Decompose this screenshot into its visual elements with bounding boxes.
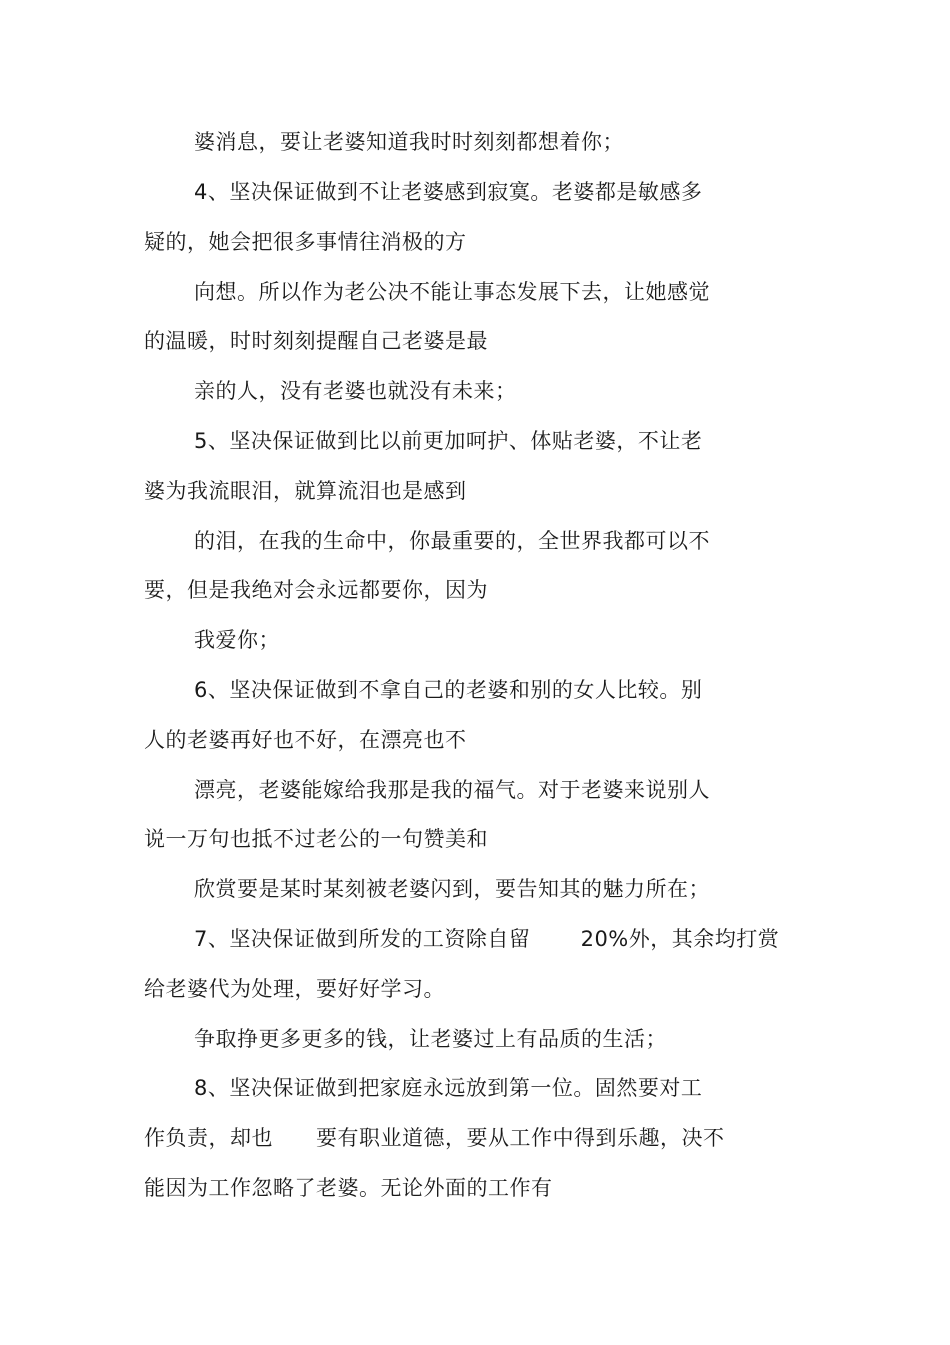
- text-line-16: 欣赏要是某时某刻被老婆闪到，要告知其的魅力所在；: [194, 877, 710, 901]
- text-line-13: 人的老婆再好也不好，在漂亮也不: [144, 728, 467, 752]
- text-line-2: 4、坚决保证做到不让老婆感到寂寞。老婆都是敏感多: [194, 180, 703, 204]
- text-line-20: 8、坚决保证做到把家庭永远放到第一位。固然要对工: [194, 1076, 703, 1100]
- text-line-22: 能因为工作忽略了老婆。无论外面的工作有: [144, 1176, 553, 1200]
- text-line-10: 要，但是我绝对会永远都要你，因为: [144, 578, 488, 602]
- text-line-21: 作负责，却也 要有职业道德，要从工作中得到乐趣，决不: [144, 1126, 725, 1150]
- text-line-12: 6、坚决保证做到不拿自己的老婆和别的女人比较。别: [194, 678, 703, 702]
- text-line-11: 我爱你；: [194, 628, 280, 652]
- text-line-15: 说一万句也抵不过老公的一句赞美和: [144, 827, 488, 851]
- text-line-9: 的泪，在我的生命中，你最重要的，全世界我都可以不: [194, 529, 710, 553]
- text-line-6: 亲的人，没有老婆也就没有未来；: [194, 379, 517, 403]
- text-line-18: 给老婆代为处理，要好好学习。: [144, 977, 445, 1001]
- text-line-8: 婆为我流眼泪，就算流泪也是感到: [144, 479, 467, 503]
- text-line-5: 的温暖，时时刻刻提醒自己老婆是最: [144, 329, 488, 353]
- text-line-14: 漂亮，老婆能嫁给我那是我的福气。对于老婆来说别人: [194, 778, 710, 802]
- text-line-4: 向想。所以作为老公决不能让事态发展下去，让她感觉: [194, 280, 710, 304]
- text-line-1: 婆消息，要让老婆知道我时时刻刻都想着你；: [194, 130, 624, 154]
- text-line-3: 疑的，她会把很多事情往消极的方: [144, 230, 467, 254]
- text-line-7: 5、坚决保证做到比以前更加呵护、体贴老婆，不让老: [194, 429, 703, 453]
- text-line-19: 争取挣更多更多的钱，让老婆过上有品质的生活；: [194, 1027, 667, 1051]
- text-line-17: 7、坚决保证做到所发的工资除自留 20%外，其余均打赏: [194, 927, 780, 951]
